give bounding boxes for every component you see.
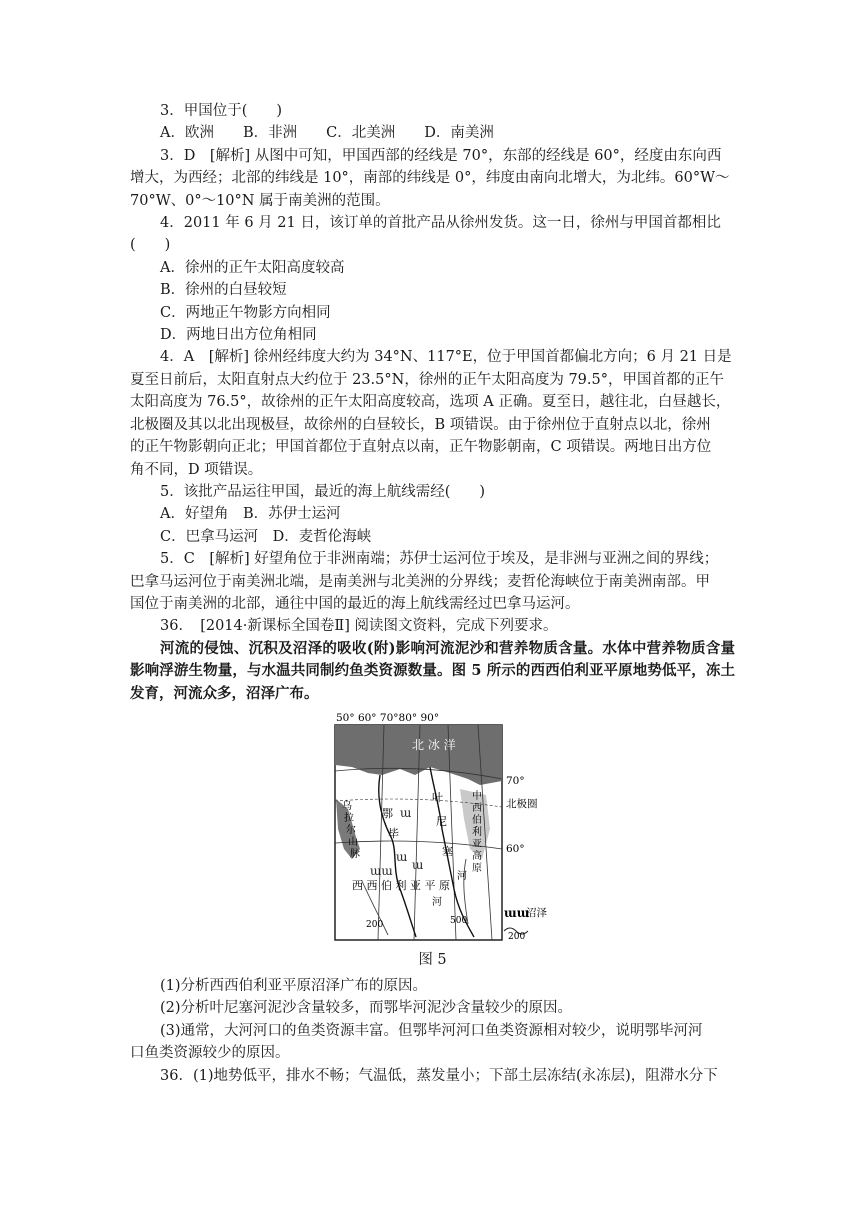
map-plain-label: 西 西 伯 利 亚 平 原: [352, 878, 450, 892]
map-plateau-char-2: 西: [472, 802, 482, 814]
map-ural-char-2: 拉: [344, 812, 354, 824]
q4-answer-line-3: 太阳高度为 76.5°，故徐州的正午太阳高度较高，选项 A 正确。夏至日，越往北，白昼越长，: [130, 394, 731, 411]
map-ocean-label: 北 冰 洋: [412, 737, 456, 752]
q3-question: 3．甲国位于( ): [160, 103, 283, 119]
q3-answer-line-2: 增大，为西经；北部的纬线是 10°，南部的纬线是 0°，纬度由南向北增大，为北纬。60°W～: [130, 170, 730, 187]
map-ural-char-4: 山: [348, 836, 358, 848]
map-lon-labels: 50° 60° 70°80° 90°: [336, 711, 440, 724]
map-ob-char-2: 毕: [388, 826, 399, 840]
map-lat-60: 60°: [506, 842, 525, 855]
map-plateau-char-7: 原: [472, 862, 482, 874]
q4-answer-line-4: 北极圈及其以北出现极昼，故徐州的白昼较长，B 项错误。由于徐州位于直射点以北，徐州: [130, 416, 711, 433]
map-ob-char-1: 鄂: [382, 806, 393, 820]
map-arctic-circle-label: 北极圈: [506, 797, 538, 810]
map-river-char-yenisei: 河: [457, 870, 467, 882]
map-svg: [130, 709, 735, 947]
q5-options-line-2: C．巴拿马运河 D．麦哲伦海峡: [160, 528, 372, 545]
svg-text:ɯɯ: ɯɯ: [370, 863, 393, 878]
map-ural-char-5: 脉: [350, 848, 360, 860]
map-plateau-char-1: 中: [472, 790, 482, 802]
map-lat-70: 70°: [506, 774, 525, 787]
q36-sub-1: (1)分析西西伯利亚平原沼泽广布的原因。: [160, 977, 428, 994]
map-contour-500-label: 500: [450, 915, 468, 926]
q36-header: 36． [2014·新课标全国卷Ⅱ] 阅读图文资料，完成下列要求。: [160, 618, 558, 635]
q36-sub-3-line-1: (3)通常，大河河口的鱼类资源丰富。但鄂毕河河口鱼类资源相对较少，说明鄂毕河河: [160, 1022, 703, 1039]
figure-5-map: [130, 709, 735, 947]
q4-question-line-2: ( ): [130, 237, 171, 254]
map-plateau-char-6: 高: [472, 850, 482, 862]
map-plateau-char-5: 亚: [472, 838, 482, 850]
q36-sub-3-line-2: 口鱼类资源较少的原因。: [130, 1045, 290, 1062]
q4-answer-line-1: 4．A [解析] 徐州经纬度大约为 34°N、117°E，位于甲国首都偏北方向；6 月 21 日是: [160, 349, 732, 366]
map-river-char-ob: 河: [432, 896, 442, 908]
q5-answer-line-3: 国位于南美洲的北部，通往中国的最近的海上航线需经过巴拿马运河。: [130, 595, 580, 612]
q4-answer-line-5: 的正午物影朝向正北；甲国首都位于直射点以南，正午物影朝南，C 项错误。两地日出方位: [130, 439, 712, 456]
q3-options: A．欧洲 B．非洲 C．北美洲 D．南美洲: [160, 125, 494, 142]
q36-material: 河流的侵蚀、沉积及沼泽的吸收(附)影响河流泥沙和营养物质含量。水体中营养物质含量影响浮游生物量，与水温共同制约鱼类资源数量。图 5 所示的西西伯利亚平原地势低平，冻土发育，河流众多，沼泽广布。: [130, 639, 735, 702]
map-plateau-char-3: 伯: [472, 814, 482, 826]
q3-answer-line-3: 70°W、0°～10°N 属于南美洲的范围。: [130, 192, 390, 209]
q4-answer-line-2: 夏至日前后，太阳直射点大约位于 23.5°N，徐州的正午太阳高度为 79.5°，甲国首都的正午: [130, 371, 724, 388]
q4-option-b: B．徐州的白昼较短: [160, 282, 287, 299]
q5-options-line-1: A．好望角 B．苏伊士运河: [160, 506, 341, 523]
q4-question-line-1: 4．2011 年 6 月 21 日，该订单的首批产品从徐州发货。这一日，徐州与甲国首都相比: [160, 215, 721, 232]
q4-option-d: D．两地日出方位角相同: [160, 327, 317, 344]
map-yenisei-char-1: 叶: [432, 790, 443, 804]
map-ural-char-3: 尔: [346, 824, 356, 836]
svg-text:ɯ: ɯ: [400, 805, 412, 820]
legend-contour-label: 200: [508, 931, 526, 942]
q36-answer-line-1: 36．(1)地势低平，排水不畅；气温低，蒸发量小；下部土层冻结(永冻层)，阻滞水分下: [160, 1067, 718, 1084]
q4-option-a: A．徐州的正午太阳高度较高: [160, 259, 345, 276]
legend-marsh-icon: ɯɯ: [504, 905, 530, 920]
figure-caption: 图 5: [418, 951, 447, 968]
q5-question: 5．该批产品运往甲国，最近的海上航线需经( ): [160, 483, 486, 500]
svg-text:ɯ: ɯ: [396, 849, 408, 864]
q3-answer-line-1: 3．D [解析] 从图中可知，甲国西部的经线是 70°，东部的经线是 60°，经度由东向西: [160, 147, 722, 164]
map-contour-200-label: 200: [366, 919, 384, 930]
document-page: [130, 100, 735, 1087]
q36-sub-2: (2)分析叶尼塞河泥沙含量较多，而鄂毕河泥沙含量较少的原因。: [160, 1000, 573, 1017]
q4-option-c: C．两地正午物影方向相同: [160, 304, 331, 321]
map-ural-char-1: 乌: [342, 800, 352, 812]
map-yenisei-char-2: 尼: [436, 814, 447, 828]
q4-answer-line-6: 角不同，D 项错误。: [130, 461, 263, 478]
map-yenisei-char-3: 塞: [442, 844, 453, 858]
map-plateau-char-4: 利: [472, 826, 482, 838]
q5-answer-line-2: 巴拿马运河位于南美洲北端，是南美洲与北美洲的分界线；麦哲伦海峡位于南美洲南部。甲: [130, 573, 710, 590]
legend-marsh-label: 沼泽: [526, 906, 547, 919]
q5-answer-line-1: 5．C [解析] 好望角位于非洲南端；苏伊士运河位于埃及，是非洲与亚洲之间的界线；: [160, 551, 719, 568]
svg-text:ɯ: ɯ: [412, 857, 424, 872]
